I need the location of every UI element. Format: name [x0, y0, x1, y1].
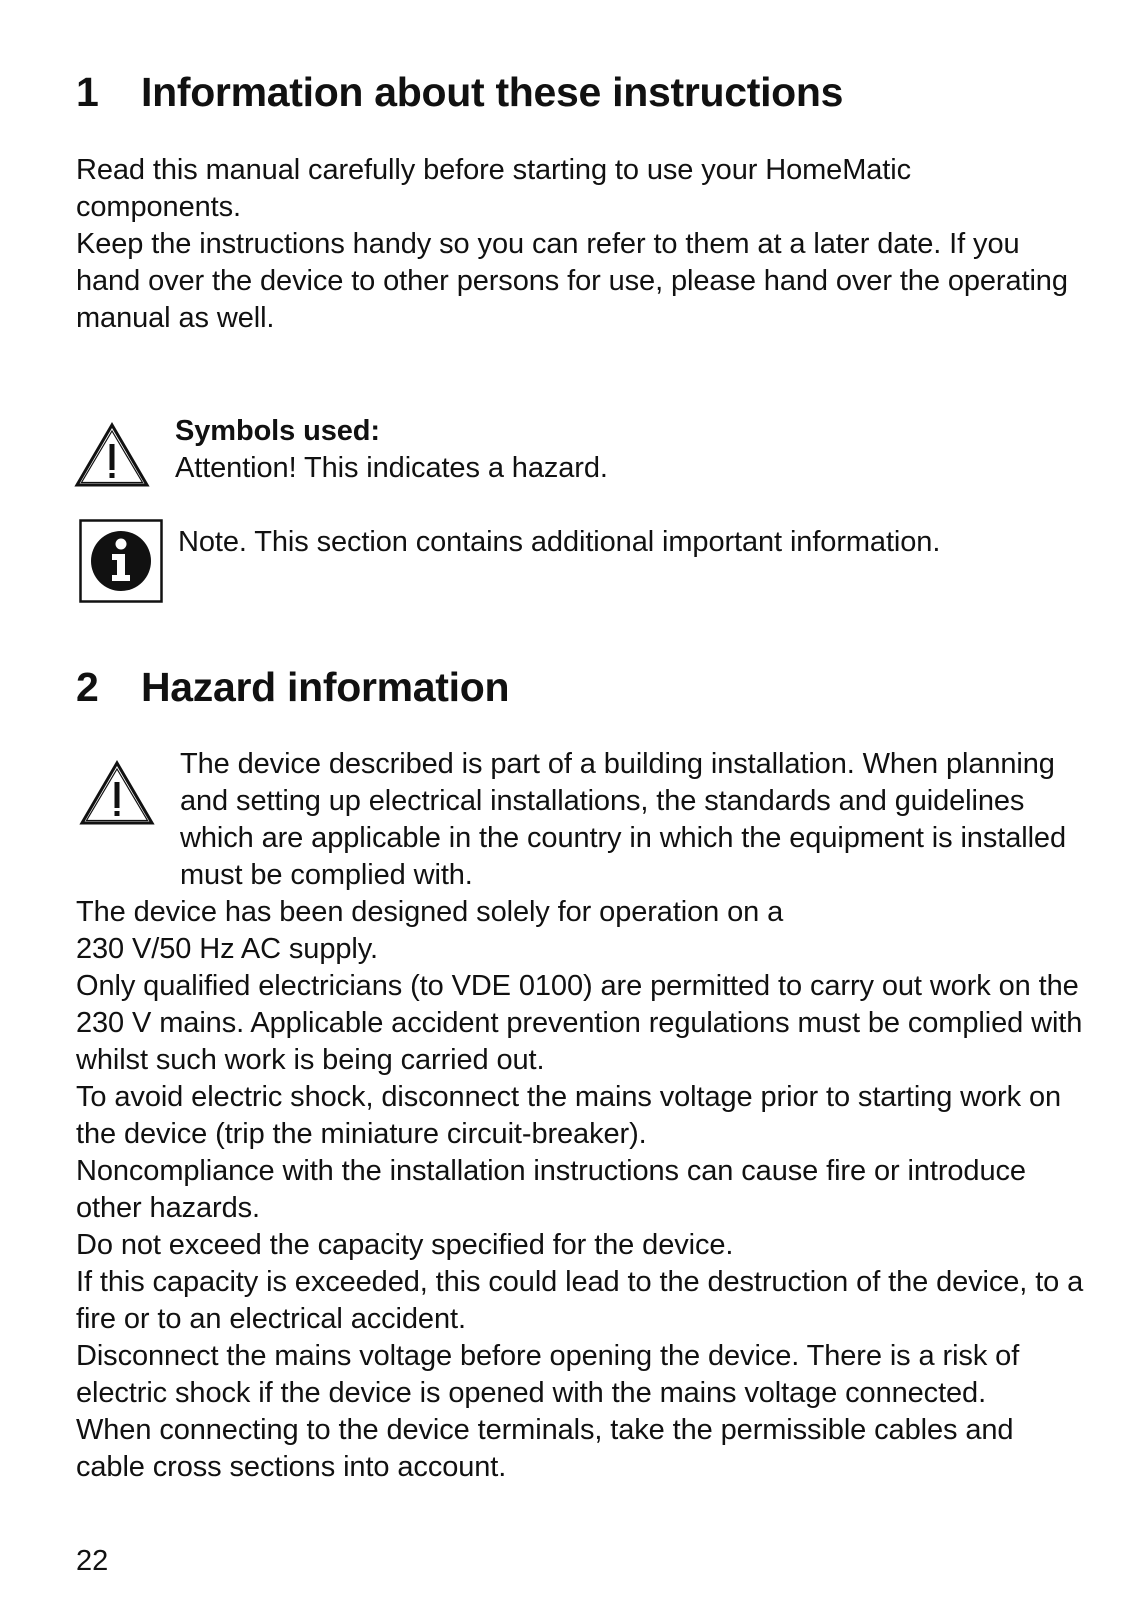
- attention-text: Attention! This indicates a hazard.: [175, 452, 608, 484]
- hazard-paragraph: If this capacity is exceeded, this could lead to the destruction of the device, to a fire or to an electrical accident.: [76, 1266, 1084, 1335]
- section-2-heading: [76, 664, 510, 710]
- hazard-text: [76, 894, 1086, 1486]
- hazard-paragraph: When connecting to the device terminals, take the permissible cables and cable cross sections into account.: [76, 1414, 1014, 1483]
- intro-paragraph: Read this manual carefully before starting to use your HomeMatic components.: [76, 154, 911, 223]
- hazard-warning-paragraph: The device described is part of a building installation. When planning and setting up electrical installations, the standards and guidelines which are applicable in the country in which the equipment is installed must be complied with.: [180, 748, 1066, 891]
- intro-text: [76, 152, 1076, 337]
- section-1-heading: [76, 69, 844, 115]
- intro-paragraph: Keep the instructions handy so you can refer to them at a later date. If you hand over the device to other persons for use, please hand over the operating manual as well.: [76, 228, 1068, 334]
- section-1-title: Information about these instructions: [141, 69, 844, 115]
- section-2-title: Hazard information: [141, 664, 510, 710]
- note-text: Note. This section contains additional important information.: [178, 526, 941, 558]
- page-number: 22: [76, 1545, 109, 1577]
- symbols-legend: [175, 413, 1075, 487]
- symbols-title: Symbols used:: [175, 415, 380, 447]
- hazard-paragraph: The device has been designed solely for operation on a: [76, 896, 784, 928]
- hazard-paragraph: Only qualified electricians (to VDE 0100) are permitted to carry out work on the 230 V mains. Applicable accident prevention regulations must be complied with whilst such work is being carried out.: [76, 970, 1083, 1076]
- section-2-number: 2: [76, 664, 99, 710]
- section-1-number: 1: [76, 69, 99, 115]
- warning-triangle-icon: [79, 760, 155, 826]
- hazard-paragraph: 230 V/50 Hz AC supply.: [76, 933, 378, 965]
- hazard-paragraph: Disconnect the mains voltage before opening the device. There is a risk of electric shock if the device is opened with the mains voltage connected.: [76, 1340, 1020, 1409]
- info-icon: [79, 519, 163, 603]
- hazard-paragraph: To avoid electric shock, disconnect the mains voltage prior to starting work on the device (trip the miniature circuit-breaker).: [76, 1081, 1062, 1150]
- warning-triangle-icon: [74, 422, 150, 488]
- hazard-paragraph: Do not exceed the capacity specified for the device.: [76, 1229, 734, 1261]
- hazard-paragraph: Noncompliance with the installation instructions can cause fire or introduce other hazards.: [76, 1155, 1026, 1224]
